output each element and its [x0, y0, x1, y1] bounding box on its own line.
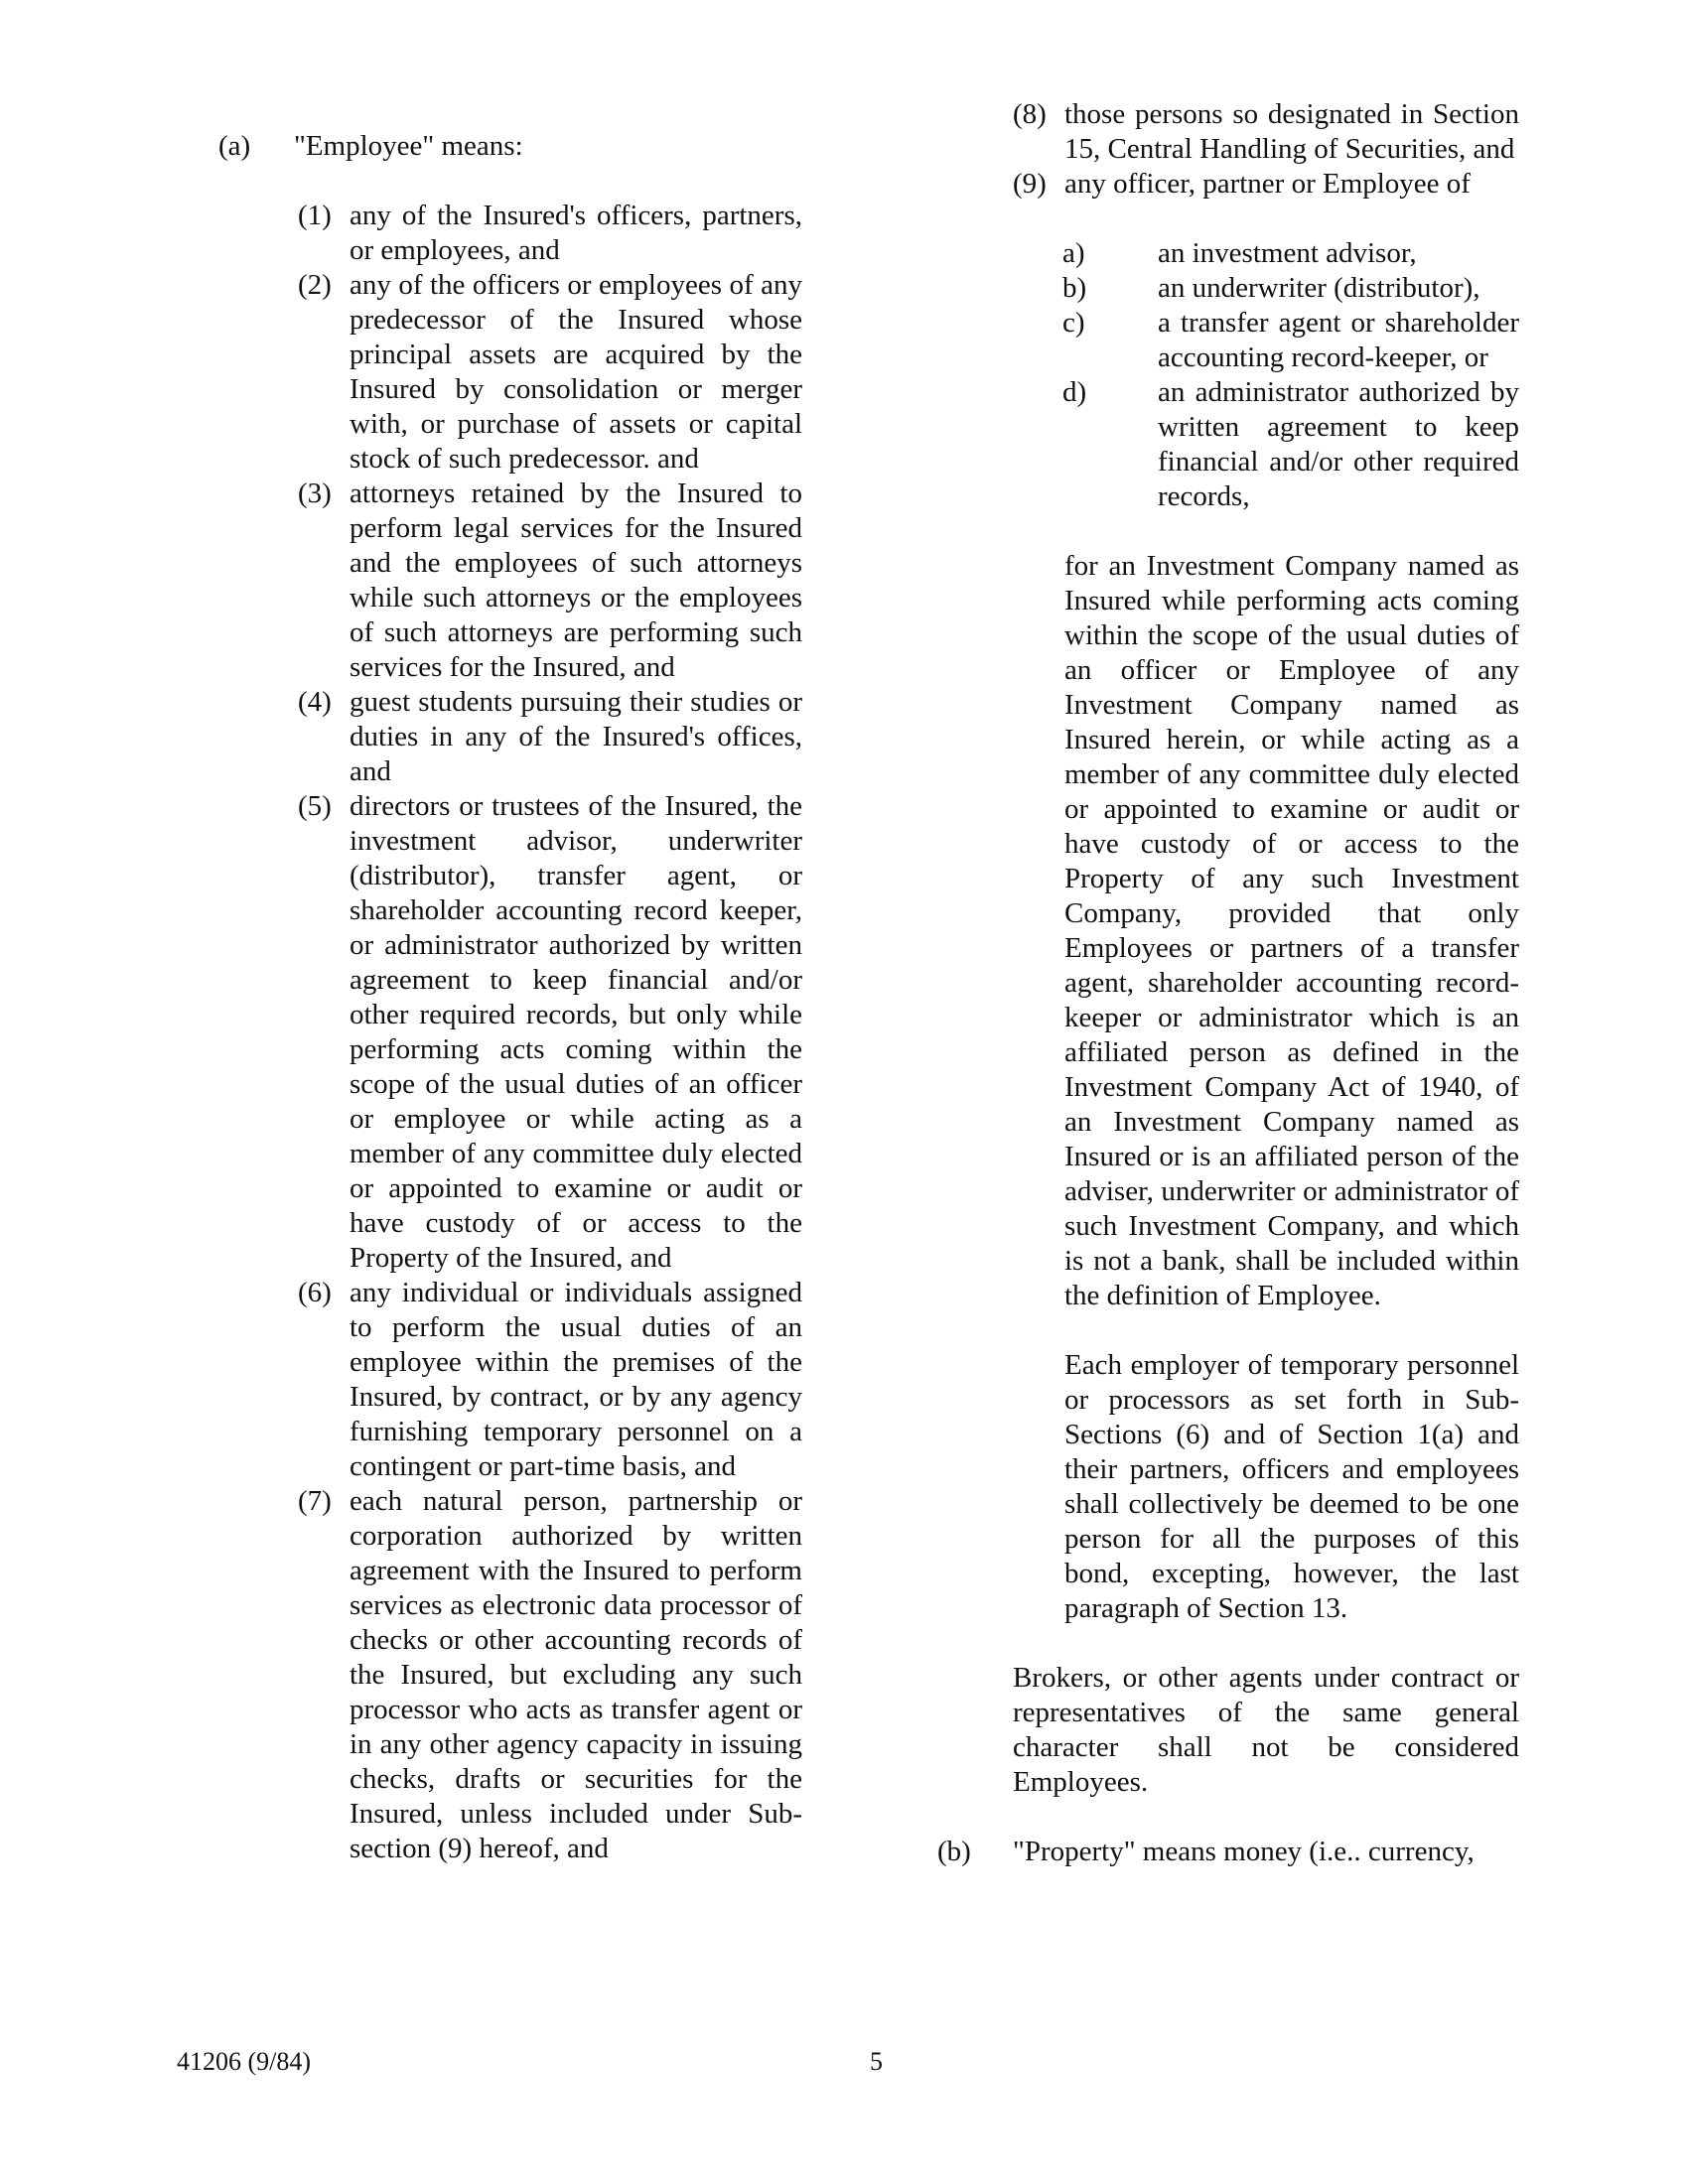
list-item-text: any of the officers or employees of any predecessor of the Insured whose principal assets are acquired by the Insured by consolidation or merger with, or purchase of assets or capital stock of such predecessor. and — [350, 269, 802, 475]
list-item — [298, 789, 802, 1276]
sub-list-item-text: an investment advisor, — [1158, 237, 1417, 269]
employee-definition-list-continued — [1013, 97, 1519, 202]
list-item-text: directors or trustees of the Insured, the investment advisor, underwriter (distributor), transfer agent, or shareholder accounting record keeper, or administrator authorized by written agreement to keep financial and/or other required records, but only while performing acts coming within the scope of the usual duties of an officer or employee or while acting as a member of any committee duly elected or appointed to examine or audit or have custody of or access to the Property of the Insured, and — [350, 790, 802, 1274]
investment-company-paragraph: for an Investment Company named as Insured while performing acts coming within the scope of the usual duties of an officer or Employee of any Investment Company named as Insured herein, or while acting as a member of any committee duly elected or appointed to examine or audit or have custody of or access to the Property of any such Investment Company, provided that only Employees or partners of a transfer agent, shareholder accounting record-keeper or administrator which is an affiliated person as defined in the Investment Company Act of 1940, of an Investment Company named as Insured or is an affiliated person of the adviser, underwriter or administrator of such Investment Company, and which is not a bank, shall be included within the definition of Employee. — [1064, 550, 1519, 1311]
paragraph-a-heading — [218, 129, 802, 164]
list-item-number: (1) — [298, 200, 332, 231]
paragraph-a-title: "Employee" means: — [294, 130, 523, 162]
list-item-text: attorneys retained by the Insured to perform legal services for the Insured and the employees of such attorneys while such attorneys or the employees of such attorneys are performing such services for the Insured, and — [350, 478, 802, 683]
sub-list-item-letter: c) — [1062, 307, 1085, 339]
left-column — [218, 97, 802, 1866]
each-employer-paragraph: Each employer of temporary personnel or processors as set forth in Sub-Sections (6) and of Section 1(a) and their partners, officers and employees shall collectively be deemed to be one person for all the purposes of this bond, excepting, however, the last paragraph of Section 13. — [1064, 1349, 1519, 1624]
list-item-number: (8) — [1013, 98, 1047, 130]
list-item — [298, 477, 802, 685]
list-item — [298, 199, 802, 268]
sub-list-item-text: an administrator authorized by written agreement to keep financial and/or other required records, — [1158, 376, 1519, 512]
paragraph-a-label: (a) — [218, 130, 251, 162]
page-number: 5 — [870, 2047, 883, 2076]
employee-definition-list — [298, 199, 802, 1866]
sub-list-item — [1062, 236, 1519, 271]
sub-list-item-letter: b) — [1062, 272, 1087, 304]
sub-item-list — [1062, 236, 1519, 514]
list-item-number: (9) — [1013, 168, 1047, 200]
list-item-number: (6) — [298, 1277, 332, 1308]
list-item — [298, 1276, 802, 1484]
paragraph-b-text: "Property" means money (i.e.. currency, — [1013, 1836, 1475, 1867]
brokers-paragraph: Brokers, or other agents under contract or representatives of the same general character shall not be considered Employees. — [1013, 1662, 1519, 1798]
list-item — [298, 268, 802, 477]
list-item-number: (4) — [298, 686, 332, 718]
list-item-text: any officer, partner or Employee of — [1064, 168, 1471, 200]
list-item-text: each natural person, partnership or corporation authorized by written agreement with the Insured to perform services as electronic data processor of checks or other accounting records of the Insured, but excluding any such processor who acts as transfer agent or in any other agency capacity in issuing checks, drafts or securities for the Insured, unless included under Sub-section (9) hereof, and — [350, 1485, 802, 1864]
sub-list-item-letter: d) — [1062, 376, 1087, 408]
sub-list-item-letter: a) — [1062, 237, 1085, 269]
sub-list-item — [1062, 271, 1519, 306]
list-item-number: (5) — [298, 790, 332, 822]
list-item-number: (2) — [298, 269, 332, 301]
sub-list-item-text: a transfer agent or shareholder accounting record-keeper, or — [1158, 307, 1519, 373]
right-column — [937, 97, 1519, 1869]
list-item — [1013, 97, 1519, 167]
sub-list-item — [1062, 375, 1519, 514]
form-number: 41206 (9/84) — [177, 2047, 312, 2076]
list-item-text: those persons so designated in Section 15, Central Handling of Securities, and — [1064, 98, 1519, 165]
list-item-text: any of the Insured's officers, partners, or employees, and — [350, 200, 802, 266]
list-item-number: (7) — [298, 1485, 332, 1517]
list-item-text: guest students pursuing their studies or duties in any of the Insured's offices, and — [350, 686, 802, 787]
sub-list-item-text: an underwriter (distributor), — [1158, 272, 1480, 304]
list-item — [298, 685, 802, 789]
paragraph-b-label: (b) — [937, 1836, 971, 1867]
list-item-text: any individual or individuals assigned to perform the usual duties of an employee within the premises of the Insured, by contract, or by any agency furnishing temporary personnel on a contingent or part-time basis, and — [350, 1277, 802, 1482]
list-item — [1013, 167, 1519, 202]
list-item — [298, 1484, 802, 1866]
list-item-number: (3) — [298, 478, 332, 509]
sub-list-item — [1062, 306, 1519, 375]
paragraph-b — [937, 1835, 1519, 1869]
